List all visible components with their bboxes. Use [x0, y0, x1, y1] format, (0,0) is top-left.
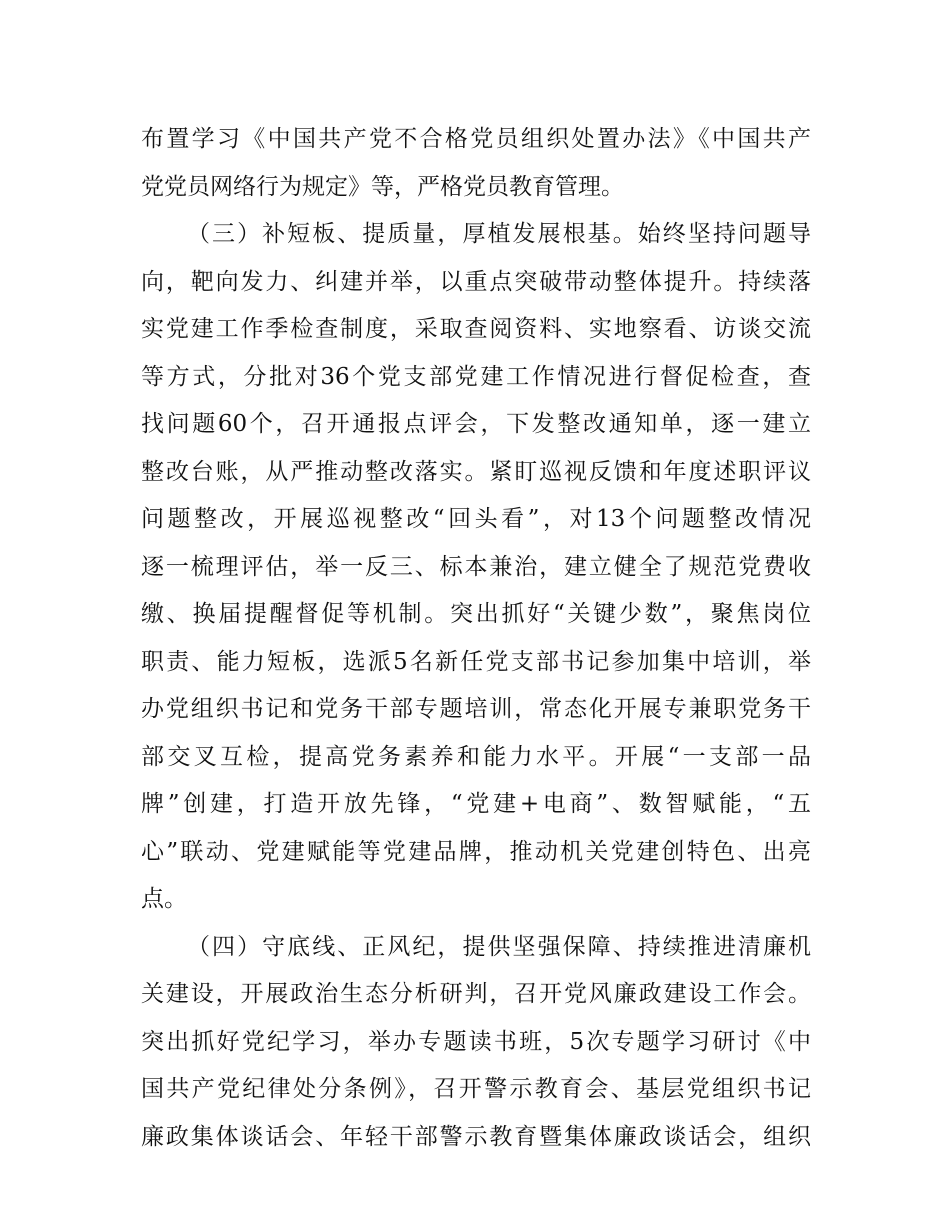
- text-line: 牌”创建，打造开放先锋，“党建+电商”、数智赋能，“五: [141, 791, 811, 817]
- text-line: 突出抓好党纪学习，举办专题读书班，5次专题学习研讨《中: [141, 1028, 811, 1055]
- body-text: [141, 116, 811, 1161]
- text-line: 逐一梳理评估，举一反三、标本兼治，建立健全了规范党费收: [141, 553, 811, 580]
- paragraph-heading-line: （四）守底线、正风纪，提供坚强保障、持续推进清廉机: [187, 933, 811, 960]
- text-line: 实党建工作季检查制度，采取查阅资料、实地察看、访谈交流: [141, 316, 811, 342]
- text-line: 廉政集体谈话会、年轻干部警示教育暨集体廉政谈话会，组织: [141, 1123, 811, 1150]
- text-line: 关建设，开展政治生态分析研判，召开党风廉政建设工作会。: [141, 981, 811, 1007]
- text-line: 部交叉互检，提高党务素养和能力水平。开展“一支部一品: [141, 743, 811, 770]
- text-line: 办党组织书记和党务干部专题培训，常态化开展专兼职党务干: [141, 696, 811, 722]
- text-line: 国共产党纪律处分条例》，召开警示教育会、基层党组织书记: [141, 1076, 811, 1102]
- text-line: 布置学习《中国共产党不合格党员组织处置办法》《中国共产: [141, 126, 811, 152]
- text-line: 向，靶向发力、纠建并举，以重点突破带动整体提升。持续落: [141, 268, 811, 295]
- text-line: 等方式，分批对36个党支部党建工作情况进行督促检查，查: [141, 363, 811, 390]
- text-line: 找问题60个，召开通报点评会，下发整改通知单，逐一建立: [141, 411, 811, 437]
- text-line: 整改台账，从严推动整改落实。紧盯巡视反馈和年度述职评议: [141, 458, 811, 485]
- paragraph-heading-line: （三）补短板、提质量，厚植发展根基。始终坚持问题导: [187, 221, 811, 247]
- text-line: 缴、换届提醒督促等机制。突出抓好“关键少数”，聚焦岗位: [141, 601, 811, 627]
- text-line: 问题整改，开展巡视整改“回头看”，对13个问题整改情况: [141, 506, 811, 532]
- text-line: 党党员网络行为规定》等，严格党员教育管理。: [141, 173, 624, 200]
- text-line: 心”联动、党建赋能等党建品牌，推动机关党建创特色、出亮: [141, 838, 811, 865]
- text-line: 点。: [141, 886, 187, 912]
- text-line: 职责、能力短板，选派5名新任党支部书记参加集中培训，举: [141, 648, 811, 675]
